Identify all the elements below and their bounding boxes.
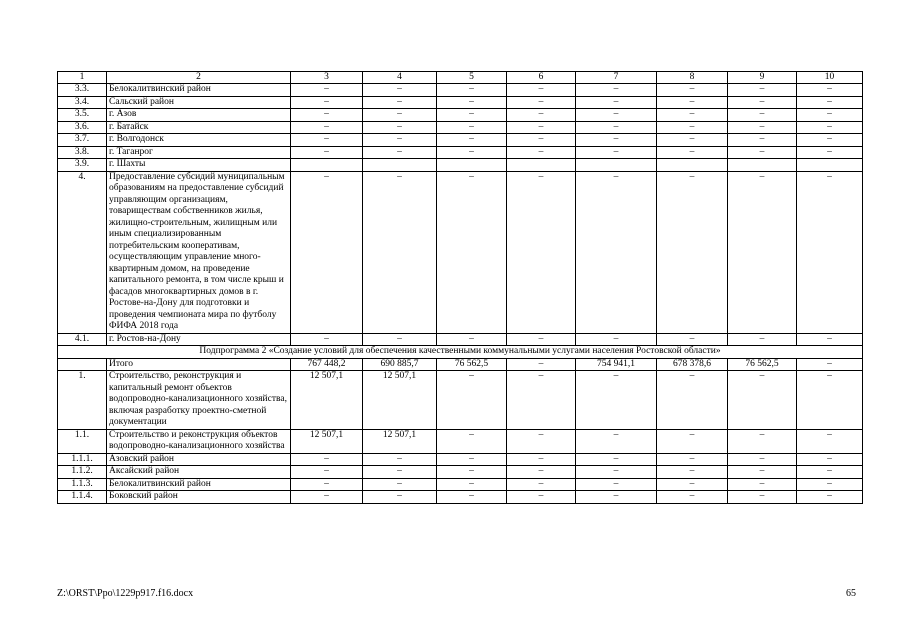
value-cell: –: [576, 466, 657, 479]
value-cell: –: [657, 146, 728, 159]
value-cell: –: [797, 466, 863, 479]
value-cell: –: [728, 466, 797, 479]
value-cell: –: [657, 491, 728, 504]
value-cell: 767 448,2: [291, 358, 363, 371]
value-cell: [363, 159, 437, 172]
row-number: 1.1.: [58, 429, 107, 453]
value-cell: –: [507, 371, 576, 430]
value-cell: –: [657, 109, 728, 122]
value-cell: –: [576, 121, 657, 134]
value-cell: 754 941,1: [576, 358, 657, 371]
value-cell: –: [657, 333, 728, 346]
table-row: [58, 358, 863, 371]
value-cell: –: [291, 453, 363, 466]
value-cell: –: [657, 84, 728, 97]
row-number: 3.4.: [58, 96, 107, 109]
header-cell: 7: [576, 72, 657, 84]
row-name: Азовский район: [107, 453, 291, 466]
value-cell: –: [728, 371, 797, 430]
value-cell: –: [507, 96, 576, 109]
value-cell: –: [507, 429, 576, 453]
row-number: 1.: [58, 371, 107, 430]
value-cell: –: [728, 84, 797, 97]
value-cell: –: [437, 333, 507, 346]
value-cell: –: [576, 453, 657, 466]
value-cell: 76 562,5: [437, 358, 507, 371]
value-cell: –: [363, 121, 437, 134]
value-cell: –: [728, 109, 797, 122]
value-cell: 690 885,7: [363, 358, 437, 371]
header-cell: 6: [507, 72, 576, 84]
value-cell: –: [363, 453, 437, 466]
footer-file-path: Z:\ORST\Ppo\1229p917.f16.docx: [57, 588, 194, 599]
row-number: 3.3.: [58, 84, 107, 97]
value-cell: –: [507, 358, 576, 371]
row-name: Сальский район: [107, 96, 291, 109]
value-cell: [507, 159, 576, 172]
row-number: 1.1.3.: [58, 478, 107, 491]
value-cell: 12 507,1: [363, 429, 437, 453]
value-cell: –: [291, 466, 363, 479]
value-cell: –: [657, 371, 728, 430]
value-cell: –: [797, 491, 863, 504]
value-cell: –: [657, 453, 728, 466]
value-cell: –: [797, 146, 863, 159]
value-cell: [657, 159, 728, 172]
row-number: 1.1.1.: [58, 453, 107, 466]
value-cell: –: [728, 134, 797, 147]
value-cell: –: [507, 171, 576, 333]
value-cell: –: [291, 84, 363, 97]
table-row: [58, 134, 863, 147]
row-number: 3.8.: [58, 146, 107, 159]
row-name: Белокалитвинский район: [107, 478, 291, 491]
row-number: 1.1.2.: [58, 466, 107, 479]
value-cell: –: [728, 453, 797, 466]
header-cell: 5: [437, 72, 507, 84]
value-cell: –: [437, 109, 507, 122]
value-cell: –: [363, 84, 437, 97]
header-cell: 4: [363, 72, 437, 84]
value-cell: –: [291, 146, 363, 159]
value-cell: –: [437, 429, 507, 453]
value-cell: –: [797, 371, 863, 430]
table-row: [58, 146, 863, 159]
table-row: [58, 96, 863, 109]
row-number: 1.1.4.: [58, 491, 107, 504]
value-cell: 12 507,1: [291, 371, 363, 430]
value-cell: –: [291, 333, 363, 346]
value-cell: –: [363, 146, 437, 159]
value-cell: –: [291, 109, 363, 122]
value-cell: –: [437, 84, 507, 97]
row-name: Аксайский район: [107, 466, 291, 479]
header-cell: 2: [107, 72, 291, 84]
row-name: г. Волгодонск: [107, 134, 291, 147]
value-cell: –: [576, 146, 657, 159]
value-cell: –: [728, 478, 797, 491]
value-cell: –: [363, 466, 437, 479]
value-cell: –: [576, 478, 657, 491]
row-name: Белокалитвинский район: [107, 84, 291, 97]
table-row: [58, 159, 863, 172]
value-cell: –: [728, 491, 797, 504]
value-cell: –: [657, 134, 728, 147]
row-name: Боковский район: [107, 491, 291, 504]
value-cell: –: [576, 491, 657, 504]
value-cell: –: [797, 333, 863, 346]
table-header-row: [58, 72, 863, 84]
value-cell: –: [657, 478, 728, 491]
value-cell: 12 507,1: [291, 429, 363, 453]
table-row: [58, 478, 863, 491]
value-cell: –: [576, 109, 657, 122]
row-number: 3.6.: [58, 121, 107, 134]
value-cell: –: [797, 96, 863, 109]
value-cell: –: [576, 134, 657, 147]
row-name: Строительство, реконструкция и капитальный ремонт объектов водопроводно-канализационного хозяйства, включая разработку проектно-сметной документации: [107, 371, 291, 430]
value-cell: –: [507, 134, 576, 147]
value-cell: –: [291, 121, 363, 134]
row-name: г. Ростов-на-Дону: [107, 333, 291, 346]
table-row: [58, 429, 863, 453]
value-cell: –: [363, 491, 437, 504]
budget-table: [57, 71, 863, 504]
value-cell: –: [363, 478, 437, 491]
value-cell: –: [728, 333, 797, 346]
row-number: 3.7.: [58, 134, 107, 147]
value-cell: –: [291, 478, 363, 491]
value-cell: –: [797, 84, 863, 97]
table-row: [58, 171, 863, 333]
page-number: 65: [846, 588, 856, 599]
value-cell: [291, 159, 363, 172]
table-row: [58, 491, 863, 504]
value-cell: –: [797, 109, 863, 122]
value-cell: 12 507,1: [363, 371, 437, 430]
header-cell: 8: [657, 72, 728, 84]
value-cell: –: [507, 84, 576, 97]
row-name: г. Батайск: [107, 121, 291, 134]
value-cell: –: [728, 96, 797, 109]
row-name: г. Азов: [107, 109, 291, 122]
value-cell: –: [657, 171, 728, 333]
value-cell: –: [797, 429, 863, 453]
value-cell: –: [363, 171, 437, 333]
value-cell: –: [657, 121, 728, 134]
value-cell: –: [576, 84, 657, 97]
value-cell: –: [437, 371, 507, 430]
value-cell: –: [291, 96, 363, 109]
value-cell: –: [507, 478, 576, 491]
value-cell: [437, 159, 507, 172]
value-cell: –: [507, 453, 576, 466]
value-cell: –: [576, 429, 657, 453]
value-cell: –: [437, 491, 507, 504]
value-cell: –: [363, 333, 437, 346]
value-cell: –: [507, 333, 576, 346]
header-cell: 1: [58, 72, 107, 84]
value-cell: –: [437, 121, 507, 134]
value-cell: –: [507, 121, 576, 134]
value-cell: –: [437, 171, 507, 333]
row-number: 4.: [58, 171, 107, 333]
value-cell: [728, 159, 797, 172]
row-name: г. Таганрог: [107, 146, 291, 159]
value-cell: –: [797, 358, 863, 371]
value-cell: –: [437, 466, 507, 479]
value-cell: –: [437, 96, 507, 109]
value-cell: –: [291, 171, 363, 333]
table-row: [58, 109, 863, 122]
value-cell: 76 562,5: [728, 358, 797, 371]
value-cell: –: [576, 333, 657, 346]
value-cell: –: [657, 466, 728, 479]
row-number: 3.5.: [58, 109, 107, 122]
row-number: [58, 358, 107, 371]
table-row: [58, 84, 863, 97]
row-name: Строительство и реконструкция объектов водопроводно-канализационного хозяйства: [107, 429, 291, 453]
row-name: Предоставление субсидий муниципальным образованиям на предоставление субсидий управляющим организациям, товариществам собственников жилья, жилищно-строительным, жилищным или иным специализированным потребительским кооперативам, осуществляющим управление много-квартирным домом, на проведение капитального ремонта, в том числе крыш и фасадов многоквартирных домов в г. Ростове-на-Дону для подготовки и проведения чемпионата мира по футболу ФИФА 2018 года: [107, 171, 291, 333]
value-cell: –: [728, 429, 797, 453]
value-cell: –: [363, 134, 437, 147]
table-row: [58, 466, 863, 479]
value-cell: –: [363, 96, 437, 109]
value-cell: –: [657, 96, 728, 109]
value-cell: –: [437, 478, 507, 491]
value-cell: –: [657, 429, 728, 453]
value-cell: –: [797, 134, 863, 147]
value-cell: –: [437, 134, 507, 147]
value-cell: –: [507, 109, 576, 122]
value-cell: –: [728, 171, 797, 333]
value-cell: –: [291, 491, 363, 504]
value-cell: [797, 159, 863, 172]
value-cell: [576, 159, 657, 172]
header-cell: 9: [728, 72, 797, 84]
table-row: [58, 121, 863, 134]
value-cell: –: [507, 146, 576, 159]
value-cell: –: [797, 121, 863, 134]
table-row: [58, 371, 863, 430]
value-cell: –: [437, 146, 507, 159]
header-cell: 10: [797, 72, 863, 84]
value-cell: –: [728, 121, 797, 134]
row-number: 3.9.: [58, 159, 107, 172]
value-cell: –: [576, 171, 657, 333]
row-name: г. Шахты: [107, 159, 291, 172]
value-cell: –: [576, 371, 657, 430]
value-cell: –: [363, 109, 437, 122]
value-cell: 678 378,6: [657, 358, 728, 371]
row-name: Итого: [107, 358, 291, 371]
value-cell: –: [728, 146, 797, 159]
value-cell: –: [437, 453, 507, 466]
subprogram-row: [58, 346, 863, 359]
header-cell: 3: [291, 72, 363, 84]
table-row: [58, 453, 863, 466]
row-number: 4.1.: [58, 333, 107, 346]
value-cell: –: [291, 134, 363, 147]
value-cell: –: [507, 466, 576, 479]
value-cell: –: [507, 491, 576, 504]
value-cell: –: [576, 96, 657, 109]
subprogram-title: Подпрограмма 2 «Создание условий для обеспечения качественными коммунальными услугами населения Ростовской области»: [58, 346, 863, 359]
value-cell: –: [797, 478, 863, 491]
table-row: [58, 333, 863, 346]
value-cell: –: [797, 171, 863, 333]
value-cell: –: [797, 453, 863, 466]
